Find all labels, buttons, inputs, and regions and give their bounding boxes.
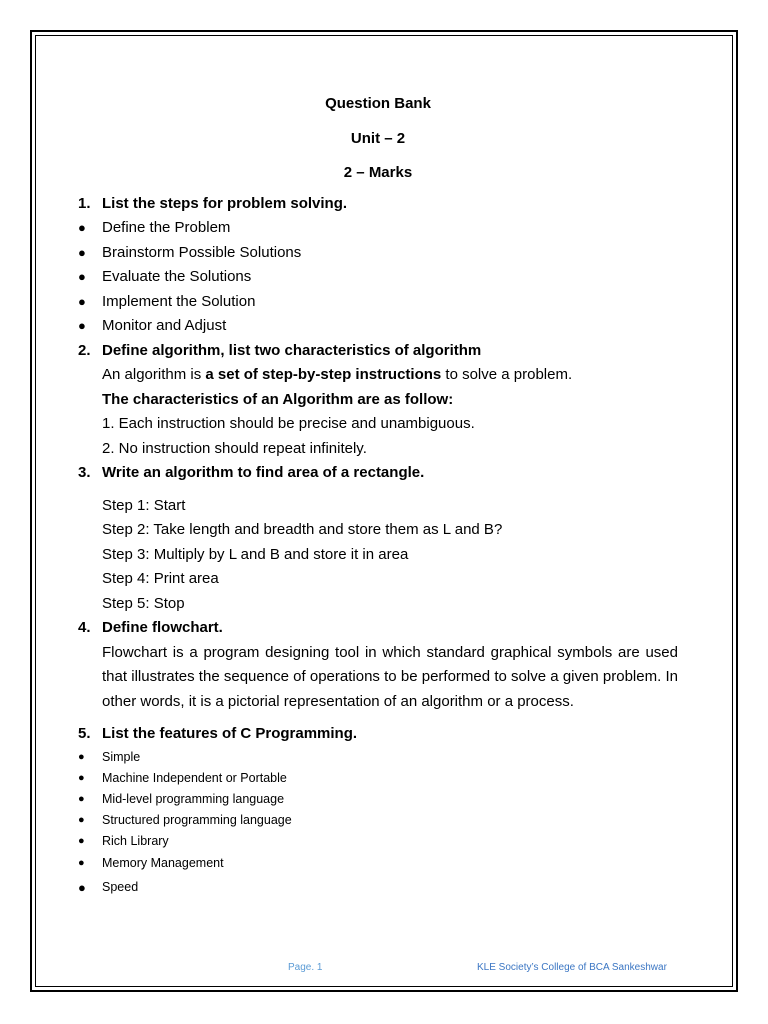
list-item: ● Evaluate the Solutions xyxy=(78,265,678,290)
list-item: ● Simple xyxy=(78,747,678,768)
flowchart-definition: Flowchart is a program designing tool in which standard graphical symbols are used that illustrates the sequence of operations to be performed to solve a given problem. In other words, it is a pictorial representation of an algorithm or a process. xyxy=(102,643,678,710)
list-item: ● Machine Independent or Portable xyxy=(78,768,678,789)
algorithm-step: Step 4: Print area xyxy=(102,570,219,587)
list-item: ● Define the Problem xyxy=(78,216,678,241)
list-item: ● Brainstorm Possible Solutions xyxy=(78,241,678,266)
algorithm-definition: An algorithm is a set of step-by-step instructions to solve a problem. xyxy=(102,366,573,383)
bullet-icon: ● xyxy=(78,220,86,235)
question-title: List the steps for problem solving. xyxy=(102,194,348,212)
question-title: Write an algorithm to find area of a rectangle. xyxy=(102,464,425,481)
bullet-icon: ● xyxy=(78,293,86,309)
bullet-icon: ● xyxy=(78,318,86,333)
question-title: List the features of C Programming. xyxy=(102,725,358,742)
bullet-icon: ● xyxy=(78,792,85,805)
question-title: Define algorithm, list two characteristics of algorithm xyxy=(102,341,482,359)
document-page xyxy=(78,92,678,898)
characteristic-item: 2. No instruction should repeat infinitely. xyxy=(102,439,367,457)
doc-title: Question Bank xyxy=(325,95,431,112)
algorithm-step: Step 3: Multiply by L and B and store it in area xyxy=(102,545,409,563)
q1-bullet-list xyxy=(78,216,678,339)
bullet-icon: ● xyxy=(78,771,85,784)
question-number: 5. xyxy=(78,725,91,742)
characteristics-heading: The characteristics of an Algorithm are as follow: xyxy=(102,390,454,408)
question-title: Define flowchart. xyxy=(102,619,223,636)
list-item: ● Structured programming language xyxy=(78,810,678,831)
question-5 xyxy=(78,722,678,747)
list-item: ● Speed xyxy=(78,877,678,898)
bullet-icon: ● xyxy=(78,750,85,763)
bullet-icon: ● xyxy=(78,269,86,284)
algorithm-step: Step 1: Start xyxy=(102,496,186,514)
bullet-icon: ● xyxy=(78,879,86,895)
list-item: ● Implement the Solution xyxy=(78,290,678,315)
question-number: 3. xyxy=(78,464,91,481)
doc-marks: 2 – Marks xyxy=(343,164,413,181)
list-item: ● Rich Library xyxy=(78,831,678,852)
footer-college-name: KLE Society’s College of BCA Sankeshwar xyxy=(477,962,667,973)
bullet-icon: ● xyxy=(78,814,85,827)
list-item: ● Monitor and Adjust xyxy=(78,314,678,339)
bullet-icon: ● xyxy=(78,856,85,869)
algorithm-step: Step 2: Take length and breadth and store them as L and B? xyxy=(102,521,503,538)
q5-bullet-list xyxy=(78,747,678,898)
list-item: ● Memory Management xyxy=(78,853,678,874)
list-item: ● Mid-level programming language xyxy=(78,789,678,810)
bullet-icon: ● xyxy=(78,835,85,848)
question-3 xyxy=(78,461,678,486)
characteristic-item: 1. Each instruction should be precise and unambiguous. xyxy=(102,415,475,432)
question-2 xyxy=(78,339,678,364)
question-number: 2. xyxy=(78,341,91,359)
bullet-icon: ● xyxy=(78,244,86,260)
footer-page-number: Page. 1 xyxy=(288,962,323,973)
question-4 xyxy=(78,616,678,641)
doc-unit: Unit – 2 xyxy=(350,129,406,147)
question-1 xyxy=(78,192,678,217)
algorithm-step: Step 5: Stop xyxy=(102,594,185,612)
question-number: 1. xyxy=(78,194,91,212)
question-number: 4. xyxy=(78,619,91,636)
